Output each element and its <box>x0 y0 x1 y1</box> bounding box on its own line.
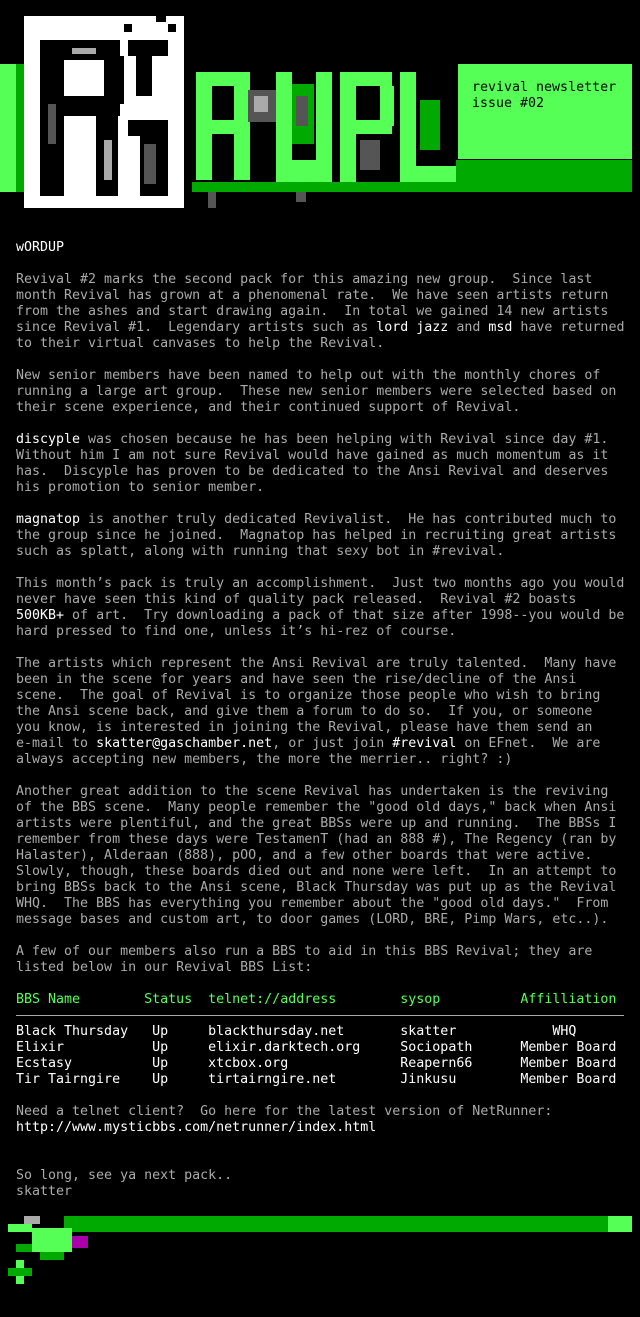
paragraph-artists <box>16 656 626 768</box>
paragraph-bbs-scene: Another great addition to the scene Revival has undertaken is the reviving of the BBS scene. Many people remember the "good old days," back when Ansi artists were plentiful, and the great BBSs were up and running. The BBSs I remember from these days were TestamenT (had an 888 #), The Regency (ran by Halaster), Alderaan (888), pOO, and a few other boards that were active. Slowly, though, these boards died out and none were left. In an attempt to bring BBSs back to the Ansi scene, Black Thursday was put up as the Revival WHQ. The BBS has everything you remember about the "good old days." From message bases and custom art, to door games (LORD, BRE, Pimp Wars, etc..). <box>16 784 617 927</box>
bbs-rows <box>16 1024 626 1088</box>
bbs-table <box>16 992 626 1088</box>
address-cell[interactable]: blackthursday.net <box>208 1024 401 1039</box>
footer-art <box>0 1208 640 1312</box>
text: was chosen because he has been helping with Revival since day #1. Without him I am not sure Revival would have gained as much momentum as it has. Discyple has proven to be dedicated to the Ansi Revival and deserves his promotion to senior member. <box>16 432 609 495</box>
paragraph-senior-members: New senior members have been named to help out with the monthly chores of running a large art group. These new senior members were selected based on their scene experience, and their continued support of Revival. <box>16 368 617 415</box>
article-title: wORDUP <box>16 240 65 255</box>
text: This month’s pack is truly an accomplishment. Just two months ago you would never have seen this kind of quality pack released. Revival #2 boasts <box>16 576 625 607</box>
status-cell: Up <box>144 1024 209 1039</box>
address-cell[interactable]: tirtairngire.net <box>208 1072 401 1087</box>
artist-lord-jazz: lord jazz <box>376 320 449 335</box>
netrunner-url[interactable]: http://www.mysticbbs.com/netrunner/index.html <box>16 1120 377 1135</box>
sysop-cell: Reapern66 <box>400 1056 521 1071</box>
email-link[interactable]: skatter@gaschamber.net <box>96 736 273 751</box>
col-status: Status <box>144 992 209 1007</box>
col-sysop: sysop <box>400 992 521 1007</box>
paragraph-discyple <box>16 432 626 496</box>
paragraph-intro <box>16 272 626 352</box>
newsletter-box <box>458 64 632 159</box>
affiliation-cell: Member Board <box>520 1056 617 1071</box>
affiliation-cell: WHQ <box>520 1024 577 1039</box>
member-discyple: discyple <box>16 432 81 447</box>
bbs-row <box>16 1024 626 1040</box>
table-divider <box>16 1015 624 1016</box>
text: have returned to their virtual canvases to help the Revival. <box>16 320 625 351</box>
bbs-name-cell: Elixir <box>16 1040 145 1055</box>
status-cell: Up <box>144 1056 209 1071</box>
sysop-cell: skatter <box>400 1024 521 1039</box>
address-cell[interactable]: elixir.darktech.org <box>208 1040 401 1055</box>
newsletter-title: revival newsletter <box>472 80 617 95</box>
sysop-cell: Sociopath <box>400 1040 521 1055</box>
text: The artists which represent the Ansi Revival are truly talented. Many have been in the scene for years and have seen the rise/decline of the Ansi scene. The goal of Revival is to organize those people who wish to bring the Ansi scene back, and give them a forum to do so. If you, or someone you know, is interested in joining the Revival, please have them send an e-mail to <box>16 656 617 751</box>
newsletter-body <box>16 240 626 1216</box>
address-cell[interactable]: xtcbox.org <box>208 1056 401 1071</box>
signoff-line: So long, see ya next pack.. <box>16 1168 233 1183</box>
sysop-cell: Jinkusu <box>400 1072 521 1087</box>
telnet-line: Need a telnet client? Go here for the latest version of NetRunner: <box>16 1104 553 1119</box>
paragraph-bbs-list-intro: A few of our members also run a BBS to aid in this BBS Revival; they are listed below in our Revival BBS List: <box>16 944 593 975</box>
affiliation-cell: Member Board <box>520 1040 617 1055</box>
paragraph-magnatop <box>16 512 626 560</box>
status-cell: Up <box>144 1040 209 1055</box>
footer-banner <box>0 1208 640 1312</box>
bbs-table-header <box>16 992 626 1008</box>
signoff <box>16 1168 626 1200</box>
newsletter-issue: issue #02 <box>472 96 545 111</box>
text: and <box>448 320 489 335</box>
artist-msd: msd <box>488 320 513 335</box>
text: on EFnet. We are always accepting new members, the more the merrier.. right? :) <box>16 736 601 767</box>
text: of art. Try downloading a pack of that size after 1998--you would be hard pressed to find one, unless it’s hi-rez of course. <box>16 608 625 639</box>
text: is another truly dedicated Revivalist. He has contributed much to the group since he joined. Magnatop has helped in recruiting great artists such as splatt, along with running that sexy bot in #revival. <box>16 512 617 559</box>
status-cell: Up <box>144 1072 209 1087</box>
col-affiliation: Affilliation <box>520 992 617 1007</box>
channel-revival: #revival <box>392 736 457 751</box>
affiliation-cell: Member Board <box>520 1072 617 1087</box>
bbs-name-cell: Tir Tairngire <box>16 1072 145 1087</box>
author-name: skatter <box>16 1184 73 1199</box>
member-magnatop: magnatop <box>16 512 81 527</box>
telnet-info <box>16 1104 626 1136</box>
text: Revival #2 marks the second pack for this amazing new group. Since last month Revival has grown at a phenomenal rate. We have seen artists return from the ashes and start drawing again. In total we gained 14 new artists since Revival #1. Legendary artists such as <box>16 272 609 335</box>
col-bbs-name: BBS Name <box>16 992 145 1007</box>
pack-size: 500KB+ <box>16 608 65 623</box>
bbs-name-cell: Ecstasy <box>16 1056 145 1071</box>
paragraph-pack <box>16 576 626 640</box>
text: , or just join <box>272 736 393 751</box>
bbs-name-cell: Black Thursday <box>16 1024 145 1039</box>
bbs-row <box>16 1072 626 1088</box>
bbs-row <box>16 1056 626 1072</box>
bbs-row <box>16 1040 626 1056</box>
header-banner <box>0 0 640 224</box>
col-address: telnet://address <box>208 992 401 1007</box>
